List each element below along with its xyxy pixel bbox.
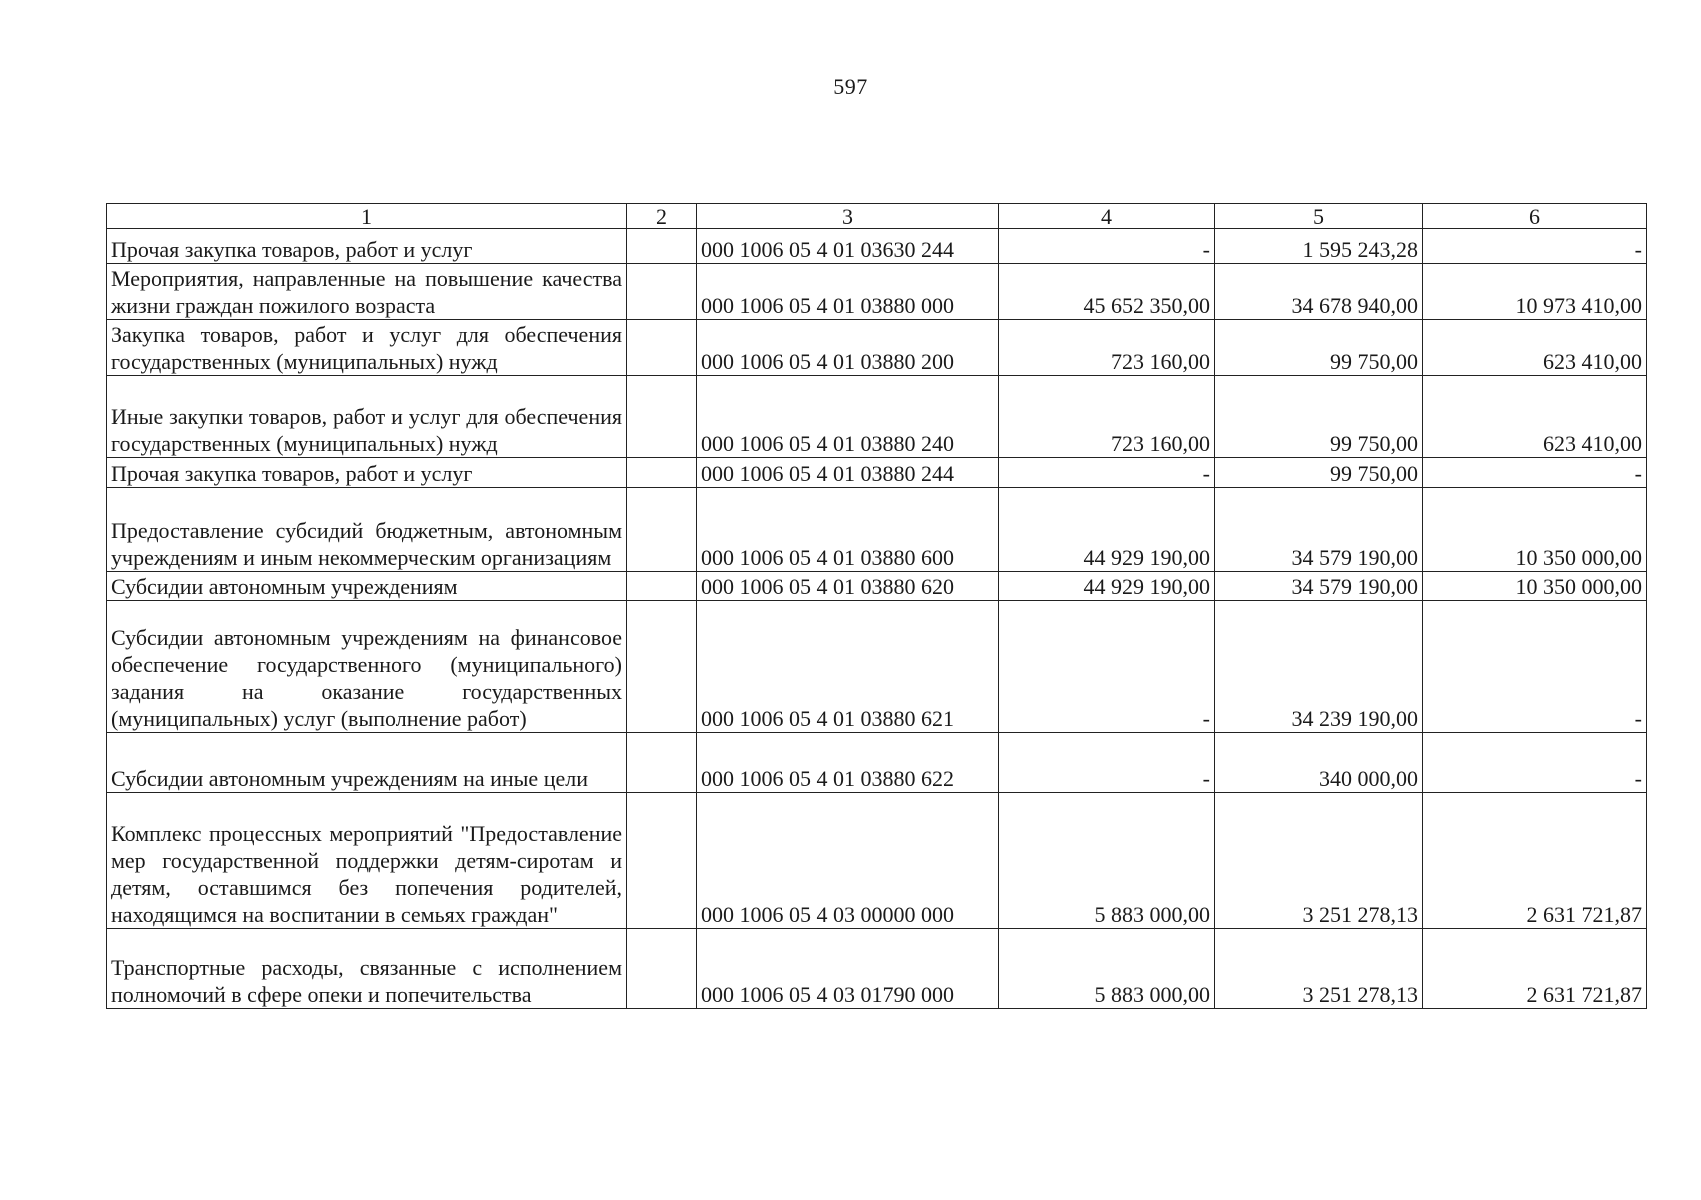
row-code-cell: 000 1006 05 4 03 00000 000	[697, 793, 999, 929]
row-code-cell: 000 1006 05 4 01 03880 622	[697, 733, 999, 793]
row-name-cell: Субсидии автономным учреждениям	[107, 572, 627, 601]
row-value-col6: 2 631 721,87	[1423, 793, 1647, 929]
row-code-cell: 000 1006 05 4 01 03630 244	[697, 229, 999, 264]
row-col2-cell	[627, 733, 697, 793]
row-name-cell: Закупка товаров, работ и услуг для обеспечения государственных (муниципальных) нужд	[107, 320, 627, 376]
table-row	[107, 376, 1647, 458]
row-value-col4: 5 883 000,00	[999, 793, 1215, 929]
row-code-cell: 000 1006 05 4 01 03880 620	[697, 572, 999, 601]
row-col2-cell	[627, 572, 697, 601]
header-col-2: 2	[627, 204, 697, 229]
row-value-col6: 2 631 721,87	[1423, 929, 1647, 1009]
row-value-col6: -	[1423, 229, 1647, 264]
row-value-col5: 34 239 190,00	[1215, 601, 1423, 733]
row-value-col5: 99 750,00	[1215, 376, 1423, 458]
table-row	[107, 229, 1647, 264]
row-col2-cell	[627, 229, 697, 264]
row-name-cell: Мероприятия, направленные на повышение качества жизни граждан пожилого возраста	[107, 264, 627, 320]
row-code-cell: 000 1006 05 4 01 03880 240	[697, 376, 999, 458]
table-body	[107, 229, 1647, 1009]
header-row	[107, 204, 1647, 229]
row-value-col4: -	[999, 229, 1215, 264]
row-code-cell: 000 1006 05 4 01 03880 200	[697, 320, 999, 376]
table-row	[107, 793, 1647, 929]
row-col2-cell	[627, 458, 697, 488]
row-value-col4: 723 160,00	[999, 320, 1215, 376]
budget-table	[106, 203, 1647, 1009]
table-row	[107, 264, 1647, 320]
row-name-cell: Субсидии автономным учреждениям на финансовое обеспечение государственного (муниципального) задания на оказание государственных (муниципальных) услуг (выполнение работ)	[107, 601, 627, 733]
row-name-cell: Иные закупки товаров, работ и услуг для обеспечения государственных (муниципальных) нужд	[107, 376, 627, 458]
row-value-col6: -	[1423, 601, 1647, 733]
header-col-4: 4	[999, 204, 1215, 229]
row-value-col6: 623 410,00	[1423, 320, 1647, 376]
row-code-cell: 000 1006 05 4 01 03880 621	[697, 601, 999, 733]
table-row	[107, 320, 1647, 376]
row-col2-cell	[627, 488, 697, 572]
row-value-col5: 3 251 278,13	[1215, 793, 1423, 929]
row-value-col5: 340 000,00	[1215, 733, 1423, 793]
row-value-col5: 3 251 278,13	[1215, 929, 1423, 1009]
row-value-col4: 45 652 350,00	[999, 264, 1215, 320]
row-col2-cell	[627, 793, 697, 929]
page-number: 597	[833, 74, 868, 99]
row-value-col6: 623 410,00	[1423, 376, 1647, 458]
row-value-col4: 44 929 190,00	[999, 572, 1215, 601]
header-col-3: 3	[697, 204, 999, 229]
row-col2-cell	[627, 376, 697, 458]
row-value-col5: 34 678 940,00	[1215, 264, 1423, 320]
row-value-col6: 10 350 000,00	[1423, 488, 1647, 572]
row-value-col4: -	[999, 733, 1215, 793]
row-value-col5: 99 750,00	[1215, 320, 1423, 376]
table-row	[107, 572, 1647, 601]
row-code-cell: 000 1006 05 4 01 03880 600	[697, 488, 999, 572]
row-name-cell: Комплекс процессных мероприятий "Предоставление мер государственной поддержки детям-сиротам и детям, оставшимся без попечения родителей, находящимся на воспитании в семьях граждан"	[107, 793, 627, 929]
table-row	[107, 733, 1647, 793]
row-name-cell: Прочая закупка товаров, работ и услуг	[107, 458, 627, 488]
row-value-col5: 99 750,00	[1215, 458, 1423, 488]
table-row	[107, 929, 1647, 1009]
row-value-col4: 5 883 000,00	[999, 929, 1215, 1009]
row-col2-cell	[627, 320, 697, 376]
row-name-cell: Прочая закупка товаров, работ и услуг	[107, 229, 627, 264]
table-row	[107, 488, 1647, 572]
row-value-col4: -	[999, 601, 1215, 733]
row-col2-cell	[627, 929, 697, 1009]
row-value-col4: 44 929 190,00	[999, 488, 1215, 572]
header-col-5: 5	[1215, 204, 1423, 229]
row-value-col5: 34 579 190,00	[1215, 572, 1423, 601]
row-col2-cell	[627, 601, 697, 733]
row-name-cell: Транспортные расходы, связанные с исполнением полномочий в сфере опеки и попечительства	[107, 929, 627, 1009]
table-row	[107, 601, 1647, 733]
row-code-cell: 000 1006 05 4 01 03880 000	[697, 264, 999, 320]
row-name-cell: Предоставление субсидий бюджетным, автономным учреждениям и иным некоммерческим организациям	[107, 488, 627, 572]
row-name-cell: Субсидии автономным учреждениям на иные цели	[107, 733, 627, 793]
row-value-col6: -	[1423, 458, 1647, 488]
row-value-col6: 10 350 000,00	[1423, 572, 1647, 601]
header-col-6: 6	[1423, 204, 1647, 229]
row-code-cell: 000 1006 05 4 01 03880 244	[697, 458, 999, 488]
table-row	[107, 458, 1647, 488]
row-col2-cell	[627, 264, 697, 320]
row-value-col5: 1 595 243,28	[1215, 229, 1423, 264]
row-value-col6: 10 973 410,00	[1423, 264, 1647, 320]
row-value-col4: -	[999, 458, 1215, 488]
row-value-col4: 723 160,00	[999, 376, 1215, 458]
row-value-col5: 34 579 190,00	[1215, 488, 1423, 572]
row-value-col6: -	[1423, 733, 1647, 793]
header-col-1: 1	[107, 204, 627, 229]
row-code-cell: 000 1006 05 4 03 01790 000	[697, 929, 999, 1009]
